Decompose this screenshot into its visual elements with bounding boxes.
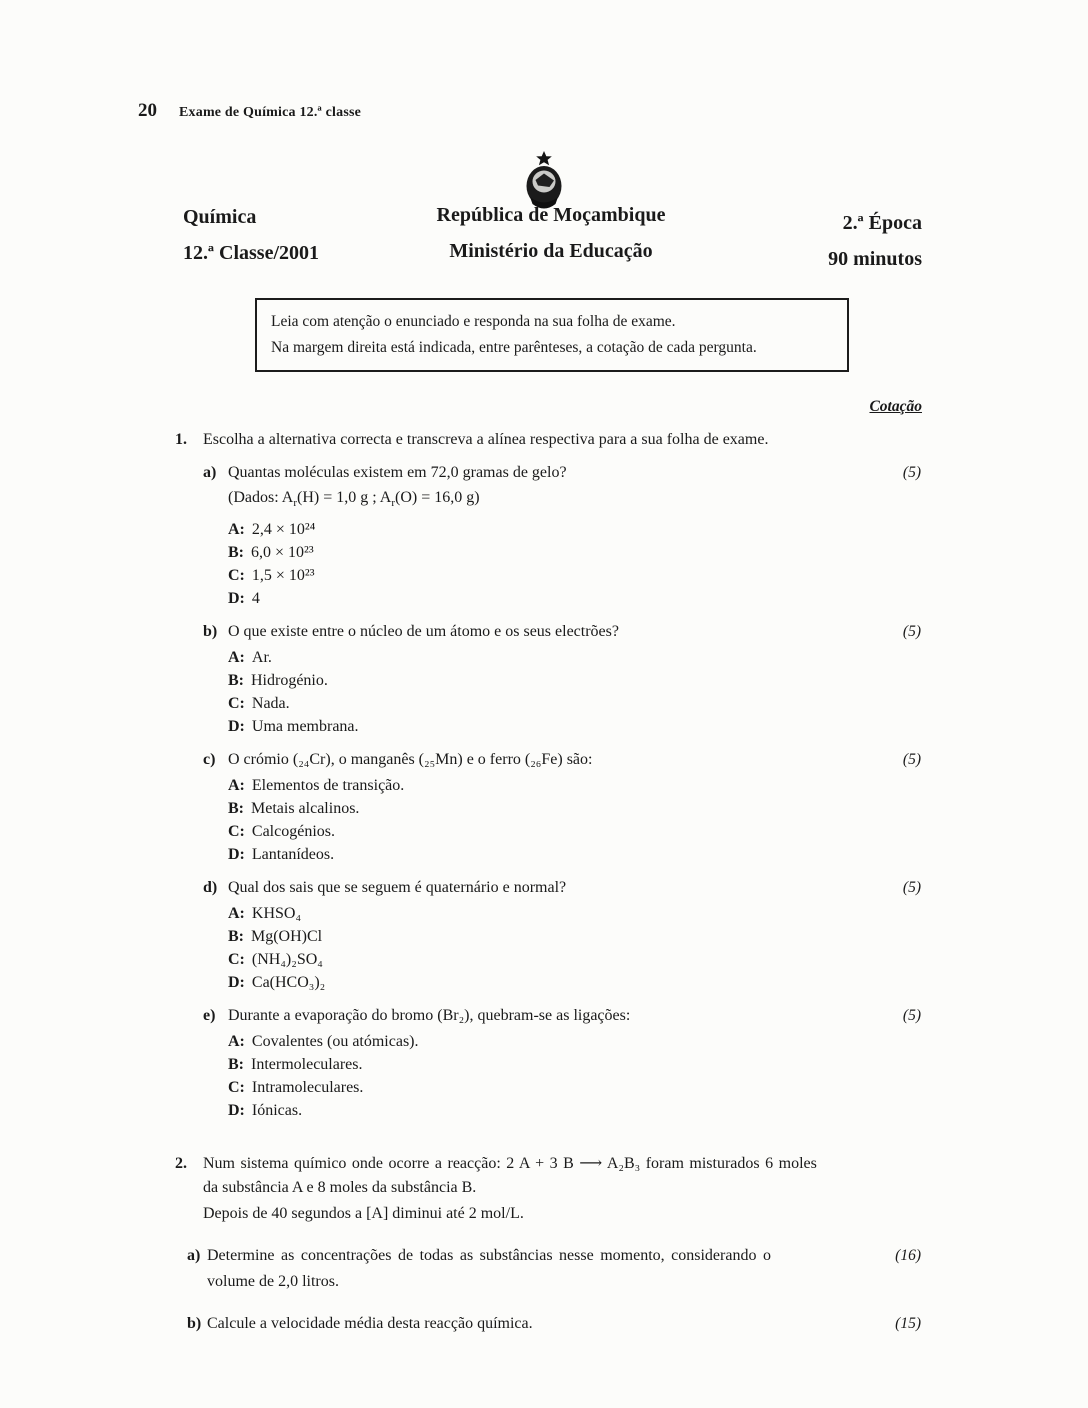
sub-question-1c	[203, 748, 923, 866]
sub-question-2b-row	[187, 1311, 921, 1337]
sub-question-1e	[203, 1004, 923, 1122]
sub-question-1e-text: Durante a evaporação do bromo (Br₂), quebram-se as ligações:	[228, 1007, 631, 1025]
option-text: (NH₄)₂SO₄	[251, 951, 323, 969]
option-row	[228, 692, 923, 715]
data-note-part: (H) = 1,0 g ; A	[297, 489, 392, 506]
question-1-intro: Escolha a alternativa correcta e transcreva a alínea respectiva para a sua folha de exame.	[203, 431, 769, 448]
score-badge-1c: (5)	[902, 751, 921, 769]
data-note-part: (O) = 16,0 g)	[395, 489, 480, 506]
subject-title: Química	[183, 206, 257, 228]
question-1	[175, 428, 923, 1122]
class-year: 12.ª Classe/2001	[183, 242, 319, 264]
option-text: Intermoleculares.	[251, 1056, 363, 1074]
option-text: Lantanídeos.	[251, 846, 335, 864]
option-letter: B:	[228, 1056, 244, 1074]
data-note-1a	[228, 486, 923, 515]
option-row	[228, 820, 923, 843]
sub-question-2a-row	[187, 1243, 921, 1269]
book-title: Exame de Química 12.ª classe	[179, 105, 362, 120]
option-row	[228, 1099, 923, 1122]
question-1-intro-row	[175, 428, 923, 451]
option-row	[228, 925, 923, 948]
sub-question-1b	[203, 620, 923, 738]
option-letter: B:	[228, 544, 244, 562]
sub-question-1c-label: c)	[203, 751, 216, 769]
sub-question-2b-line-1: Calcule a velocidade média desta reacção química.	[207, 1315, 533, 1333]
duration-label: 90 minutos	[828, 248, 922, 270]
data-note-sub: r	[391, 497, 396, 510]
data-note-sub: r	[293, 497, 297, 510]
question-2-intro-line-2: da substância A e 8 moles da substância B.	[203, 1179, 477, 1197]
option-text: Uma membrana.	[251, 718, 359, 736]
option-letter: B:	[228, 800, 244, 818]
option-text: Iónicas.	[251, 1102, 303, 1120]
option-row	[228, 669, 923, 692]
option-row	[228, 715, 923, 738]
option-row	[228, 774, 923, 797]
option-text: Nada.	[251, 695, 290, 713]
sub-question-2b-label: b)	[187, 1315, 202, 1333]
option-letter: C:	[228, 695, 245, 713]
sub-question-1d	[203, 876, 923, 994]
option-text: Calcogénios.	[251, 823, 335, 841]
option-text: Covalentes (ou atómicas).	[251, 1033, 419, 1051]
option-text: 4	[251, 590, 260, 608]
score-badge-1e: (5)	[902, 1007, 921, 1025]
sub-question-1a-text: Quantas moléculas existem em 72,0 gramas de gelo?	[228, 464, 567, 481]
option-letter: C:	[228, 567, 245, 585]
running-header	[138, 100, 361, 122]
sub-question-2a-line-1: Determine as concentrações de todas as substâncias nesse momento, considerando o	[207, 1247, 771, 1265]
exam-header-right	[828, 212, 922, 271]
instructions-box	[255, 298, 849, 372]
option-row	[228, 564, 923, 587]
sub-question-1b-label: b)	[203, 623, 218, 641]
sub-question-1c-row	[203, 748, 923, 771]
options-1c	[228, 774, 923, 866]
option-text: Hidrogénio.	[251, 672, 328, 690]
instructions-line-2: Na margem direita está indicada, entre parênteses, a cotação de cada pergunta.	[271, 339, 757, 356]
sub-question-2a-line-2: volume de 2,0 litros.	[207, 1273, 339, 1291]
option-text: KHSO₄	[251, 905, 302, 923]
option-letter: A:	[228, 777, 245, 795]
option-letter: A:	[228, 521, 245, 539]
epoch-label: 2.ª Época	[842, 212, 922, 234]
option-row	[228, 518, 923, 541]
sub-question-1d-text: Qual dos sais que se seguem é quaternário e normal?	[228, 879, 567, 897]
sub-question-1d-row	[203, 876, 923, 899]
option-text: Metais alcalinos.	[251, 800, 360, 818]
exam-header-center	[178, 204, 924, 263]
question-1-number: 1.	[175, 431, 187, 448]
question-2-intro-line-3: Depois de 40 segundos a [A] diminui até 2 mol/L.	[203, 1205, 524, 1223]
option-text: Ca(HCO₃)₂	[251, 974, 326, 992]
option-letter: C:	[228, 823, 245, 841]
question-2-intro-row	[175, 1152, 923, 1175]
option-text: 2,4 × 10²⁴	[251, 521, 316, 539]
options-1d	[228, 902, 923, 994]
sub-question-1b-row	[203, 620, 923, 643]
options-1b	[228, 646, 923, 738]
option-row	[228, 948, 923, 971]
question-2-number: 2.	[175, 1155, 187, 1173]
option-text: 6,0 × 10²³	[251, 544, 314, 562]
option-letter: A:	[228, 649, 245, 667]
page-number: 20	[138, 100, 157, 121]
option-row	[228, 1076, 923, 1099]
option-letter: C:	[228, 1079, 245, 1097]
options-1a	[228, 518, 923, 610]
option-letter: D:	[228, 718, 245, 736]
option-row	[228, 843, 923, 866]
option-row	[228, 1030, 923, 1053]
option-letter: C:	[228, 951, 245, 969]
option-row	[228, 797, 923, 820]
options-1e	[228, 1030, 923, 1122]
sub-question-1a-label: a)	[203, 464, 217, 481]
option-text: Mg(OH)Cl	[251, 928, 323, 946]
exam-header	[178, 204, 924, 274]
sub-question-2b	[187, 1311, 923, 1337]
score-badge-2a: (16)	[895, 1247, 921, 1265]
sub-question-2a	[187, 1243, 923, 1295]
country-name: República de Moçambique	[436, 204, 666, 226]
instructions-line-1: Leia com atenção o enunciado e responda na sua folha de exame.	[271, 313, 676, 330]
option-text: Elementos de transição.	[251, 777, 405, 795]
score-badge-1a: (5)	[902, 464, 921, 481]
sub-question-1b-text: O que existe entre o núcleo de um átomo e os seus electrões?	[228, 623, 619, 641]
score-badge-1b: (5)	[902, 623, 921, 641]
sub-question-1a	[203, 461, 923, 610]
question-2	[175, 1152, 923, 1337]
sub-question-1e-row	[203, 1004, 923, 1027]
sub-question-1c-text: O crómio (₂₄Cr), o manganês (₂₅Mn) e o ferro (₂₆Fe) são:	[228, 751, 593, 769]
option-letter: B:	[228, 928, 244, 946]
option-letter: A:	[228, 905, 245, 923]
sub-question-1e-label: e)	[203, 1007, 216, 1025]
option-text: 1,5 × 10²³	[251, 567, 315, 585]
sub-question-2a-label: a)	[187, 1247, 201, 1265]
option-row	[228, 587, 923, 610]
option-row	[228, 902, 923, 925]
option-letter: D:	[228, 590, 245, 608]
option-letter: D:	[228, 846, 245, 864]
option-text: Ar.	[251, 649, 272, 667]
option-letter: D:	[228, 1102, 245, 1120]
sub-question-1d-label: d)	[203, 879, 218, 897]
questions-area	[175, 428, 923, 1337]
option-text: Intramoleculares.	[251, 1079, 364, 1097]
score-badge-1d: (5)	[902, 879, 921, 897]
ministry-name: Ministério da Educação	[449, 240, 653, 262]
option-row	[228, 541, 923, 564]
data-note-part: (Dados: A	[228, 489, 294, 506]
option-row	[228, 1053, 923, 1076]
option-letter: D:	[228, 974, 245, 992]
question-2-intro-line-1: Num sistema químico onde ocorre a reacção: 2 A + 3 B ⟶ A₂B₃ foram misturados 6 moles	[203, 1155, 817, 1173]
option-letter: B:	[228, 672, 244, 690]
cotacao-heading: Cotação	[869, 398, 922, 415]
option-row	[228, 646, 923, 669]
sub-question-1a-row	[203, 461, 923, 484]
score-badge-2b: (15)	[895, 1315, 921, 1333]
option-row	[228, 971, 923, 994]
option-letter: A:	[228, 1033, 245, 1051]
